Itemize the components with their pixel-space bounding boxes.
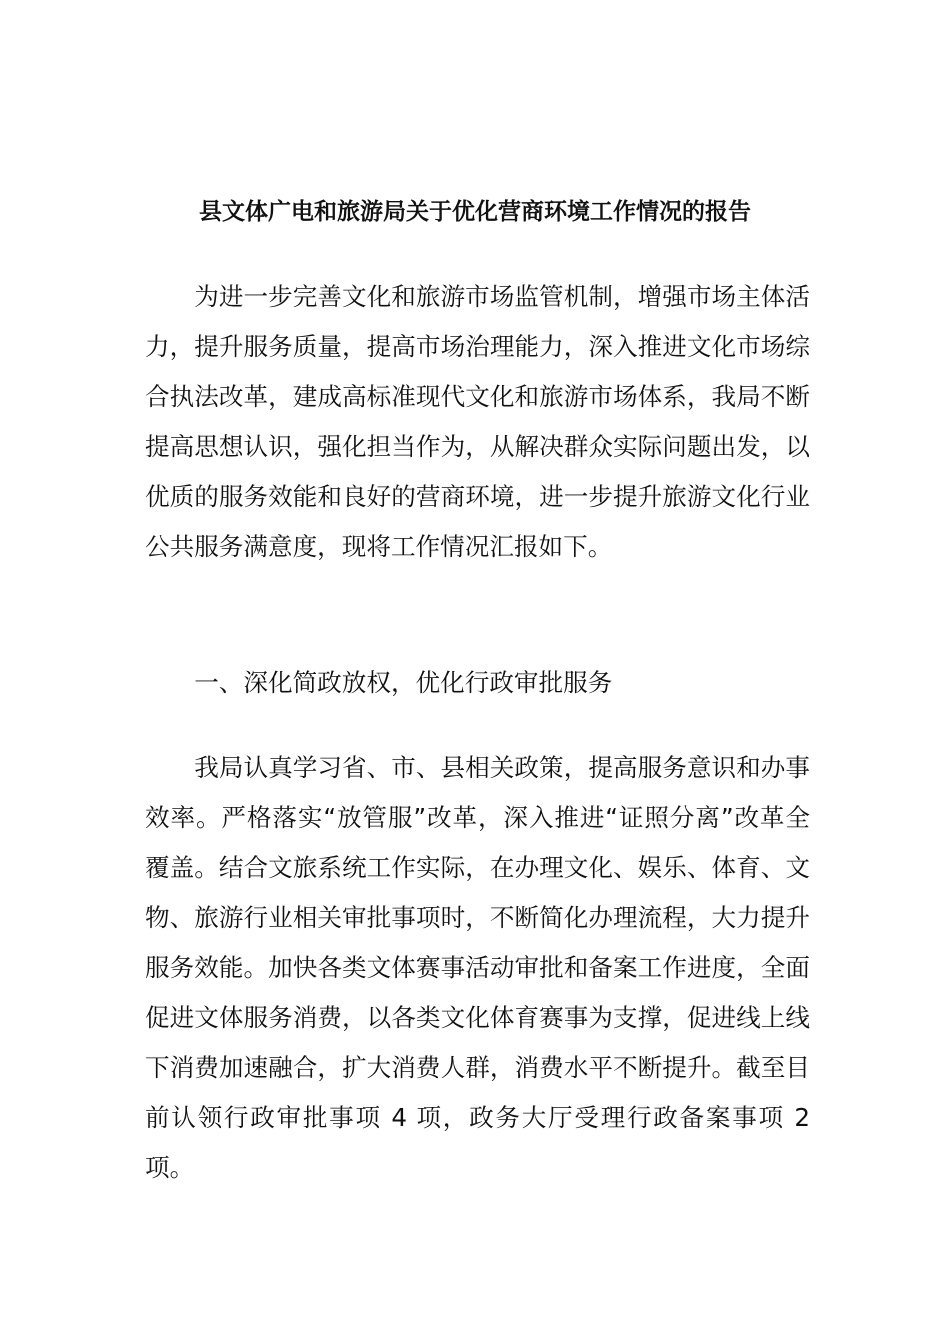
section-paragraph: 我局认真学习省、市、县相关政策，提高服务意识和办事效率。严格落实“放管服”改革，深入推进“证照分离”改革全覆盖。结合文旅系统工作实际，在办理文化、娱乐、体育、文物、旅游行业相关审批事项时，不断简化办理流程，大力提升服务效能。加快各类文体赛事活动审批和备案工作进度，全面促进文体服务消费，以各类文化体育赛事为支撑，促进线上线下消费加速融合，扩大消费人群，消费水平不断提升。截至目前认领行政审批事项 4 项，政务大厅受理行政备案事项 2 项。	[145, 753, 810, 1182]
intro-paragraph: 为进一步完善文化和旅游市场监管机制，增强市场主体活力，提升服务质量，提高市场治理能力，深入推进文化市场综合执法改革，建成高标准现代文化和旅游市场体系，我局不断提高思想认识，强化担当作为，从解决群众实际问题出发，以优质的服务效能和良好的营商环境，进一步提升旅游文化行业公共服务满意度，现将工作情况汇报如下。	[145, 282, 810, 561]
document-title: 县文体广电和旅游局关于优化营商环境工作情况的报告	[199, 199, 751, 225]
section-heading: 一、深化简政放权，优化行政审批服务	[194, 668, 613, 697]
